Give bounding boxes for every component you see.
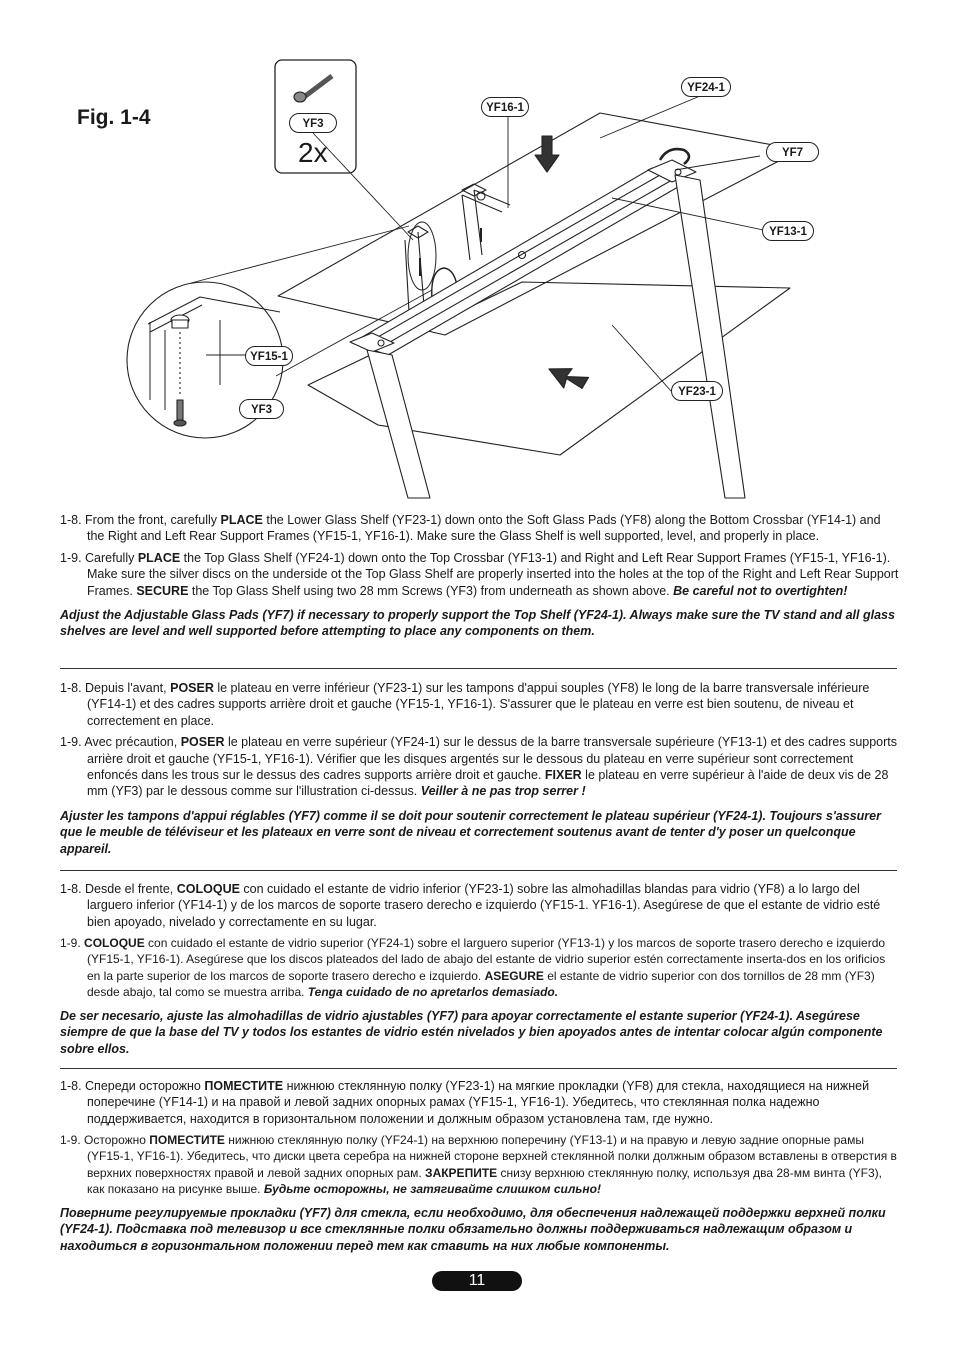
step-1-9: 1-9. Avec précaution, POSER le plateau en verre supérieur (YF24-1) sur le dessus de la barre transversale supérieure (YF13-1) et des cadres supports arrière droit et gauche (YF15-1, YF16-1). Vérifier que les disques argentés sur le dessous du plateau en verre supérieur sont correctement enfoncés dans les trous sur le dessus des cadres supports arrière droit et gauche. FIXER le plateau en verre supérieur à l'aide de deux vis de 28 mm (YF3) par le dessous comme sur l'illustration ci-dessus. Veiller à ne pas trop serrer ! bbox=[60, 735, 898, 799]
callout-yf24-1: YF24-1 bbox=[681, 77, 731, 97]
place-arrow-left bbox=[549, 364, 590, 393]
caution-note: De ser necesario, ajuste las almohadillas de vidrio ajustables (YF7) para apoyar correctamente el estante superior (YF24-1). Asegúrese siempre de que la base del TV y todos los estantes de vidrio estén nivelados y bien apoyados antes de intentar colocar algún componente sobre ellos. bbox=[60, 1009, 883, 1056]
instructions-spanish bbox=[60, 881, 900, 1057]
caution-note: Поверните регулируемые прокладки (YF7) для стекла, если необходимо, для обеспечения надлежащей поддержки верхней полки (YF24-1). Подставка под телевизор и все стеклянные полки обязательно должны поддерживаться надлежащим образом и находиться в горизонтальном положении перед тем как ставить на них любые компоненты. bbox=[60, 1206, 886, 1253]
callout-yf3: YF3 bbox=[239, 399, 284, 419]
section-divider bbox=[60, 870, 897, 871]
page-number: 11 bbox=[432, 1271, 522, 1291]
instructions-russian bbox=[60, 1078, 900, 1254]
assembly-figure bbox=[0, 0, 954, 505]
figure-title: Fig. 1-4 bbox=[77, 106, 151, 129]
callout-yf13-1: YF13-1 bbox=[762, 221, 814, 241]
callout-yf3-box: YF3 bbox=[289, 113, 337, 133]
place-arrow-down bbox=[535, 136, 559, 172]
step-1-8: 1-8. Depuis l'avant, POSER le plateau en verre inférieur (YF23-1) sur les tampons d'appui souples (YF8) le long de la barre transversale inférieure (YF14-1) et des cadres supports arrière droit et gauche (YF15-1, YF16-1). S'assurer que le plateau en verre est bien soutenu, de niveau et correctement en place. bbox=[60, 681, 870, 728]
top-crossbar bbox=[352, 168, 690, 355]
section-divider bbox=[60, 668, 897, 669]
callout-yf15-1: YF15-1 bbox=[245, 346, 293, 366]
step-1-8: 1-8. Спереди осторожно ПОМЕСТИТЕ нижнюю стеклянную полку (YF23-1) на мягкие прокладки (YF8) для стекла, находящиеся на нижней поперечине (YF14-1) и на правой и левой задних опорных рамах (YF15-1, YF16-1). Убедитесь, что стеклянная полка надежно поддерживается, находится в горизонтальном положении и должным образом установлена там, где нужно. bbox=[60, 1079, 870, 1126]
callout-yf16-1: YF16-1 bbox=[481, 97, 529, 117]
callout-yf23-1: YF23-1 bbox=[671, 381, 723, 401]
right-front-leg bbox=[675, 175, 745, 498]
caution-note: Ajuster les tampons d'appui réglables (YF7) comme il se doit pour soutenir correctement le plateau supérieur (YF24-1). Toujours s'assurer que le meuble de téléviseur et les plateaux en verre sont de niveau et correctement soutenus avant de tenter d'y poser un quelconque appareil. bbox=[60, 808, 881, 856]
step-1-9: 1-9. Carefully PLACE the Top Glass Shelf (YF24-1) down onto the Top Crossbar (YF13-1) and Right and Left Rear Support Frames (YF15-1, YF16-1). Make sure the silver discs on the underside ot the Top Glass Shelf are properly inserted into the holes at the top of the Right and Left Rear Support Frames. SECURE the Top Glass Shelf using two 28 mm Screws (YF3) from underneath as shown above. Be careful not to overtighten! bbox=[60, 550, 899, 598]
assembly-drawing bbox=[0, 0, 954, 505]
instructions-french bbox=[60, 680, 900, 857]
hardware-quantity: 2x bbox=[298, 137, 328, 168]
section-divider bbox=[60, 1068, 897, 1069]
step-1-9: 1-9. COLOQUE con cuidado el estante de vidrio superior (YF24-1) sobre el larguero superior (YF13-1) y los marcos de soporte trasero derecho e izquierdo (YF15-1, YF16-1). Asegúrese que los discos plateados del lado de abajo del estante de vidrio superior estén correctamente inserta-dos en los orificios en la parte superior de los marcos de soporte trasero derecho e izquierdo. ASEGURE el estante de vidrio superior con dos tornillos de 28 mm (YF3) desde abajo, tal como se muestra arriba. Tenga cuidado de no apretarlos demasiado. bbox=[60, 936, 886, 999]
step-1-8: 1-8. Desde el frente, COLOQUE con cuidado el estante de vidrio inferior (YF23-1) sobre las almohadillas blandas para vidrio (YF8) a lo largo del larguero inferior (YF14-1) y de los marcos de soporte trasero derecho e izquierdo (YF15-1. YF16-1). Asegúrese de que el estante de vidrio esté bien apoyado, nivelado y correctamente en su lugar. bbox=[60, 882, 881, 929]
caution-note: Adjust the Adjustable Glass Pads (YF7) if necessary to properly support the Top Shelf (YF24-1). Always make sure the TV stand and all glass shelves are level and well supported before attempting to place any components on them. bbox=[60, 608, 895, 639]
instructions-english bbox=[60, 512, 900, 640]
callout-yf7: YF7 bbox=[766, 142, 819, 162]
step-1-9: 1-9. Осторожно ПОМЕСТИТЕ нижнюю стеклянную полку (YF24-1) на верхнюю поперечину (YF13-1) и на правую и левую задние опорные рамы (YF15-1, YF16-1). Убедитесь, что диски цвета серебра на нижней стороне верхней стеклянной полки должным образом вставлены в отверстия в верхних поверхностях правой и левой задних опорных рам. ЗАКРЕПИТЕ снизу верхнюю стеклянную полку, используя два 28-мм винта (YF3), как показано на рисунке выше. Будьте осторожны, не затягивайте слишком сильно! bbox=[60, 1133, 897, 1196]
step-1-8: 1-8. From the front, carefully PLACE the Lower Glass Shelf (YF23-1) down onto the Soft Glass Pads (YF8) along the Bottom Crossbar (YF14-1) and the Right and Left Rear Support Frames (YF15-1, YF16-1). Make sure the Glass Shelf is well supported, level, and properly in place. bbox=[60, 513, 881, 544]
